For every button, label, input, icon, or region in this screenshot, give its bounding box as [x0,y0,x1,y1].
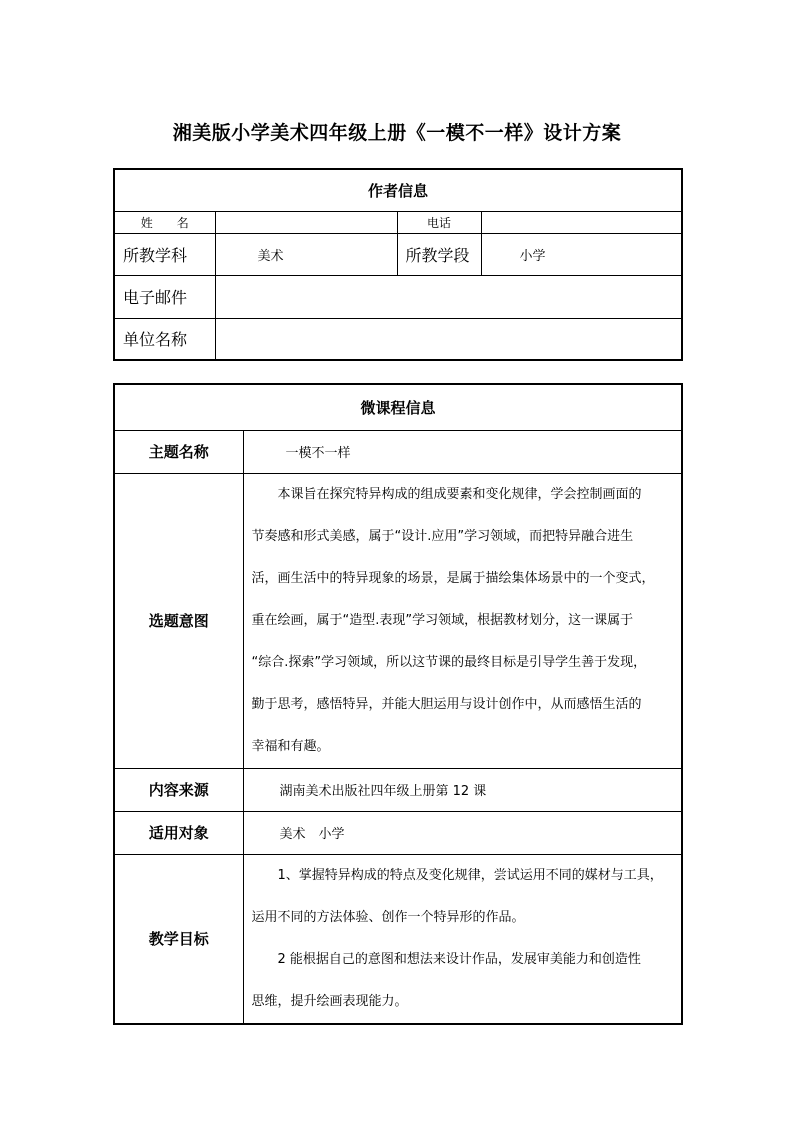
intent-label: 选题意图 [114,473,243,768]
subject-label: 所教学科 [114,233,215,275]
phone-label: 电话 [397,211,481,233]
intent-cell[interactable] [243,473,682,768]
audience-label: 适用对象 [114,811,243,854]
intent-line: “综合.探索”学习领域，所以这节课的最终目标是引导学生善于发现， [251,654,647,670]
course-info-table [113,383,683,1025]
course-info-header: 微课程信息 [114,384,682,430]
document-title: 湘美版小学美术四年级上册《一模不一样》设计方案 [172,122,622,144]
audience-value[interactable]: 美术 小学 [243,811,682,854]
goals-cell[interactable] [243,854,682,1024]
subject-value[interactable]: 美术 [215,233,397,275]
intent-line: 重在绘画，属于“造型.表现”学习领域，根据教材划分，这一课属于 [251,612,634,628]
goal-line: 2 能根据自己的意图和想法来设计作品，发展审美能力和创造性 [277,951,641,967]
name-label: 姓 名 [114,211,215,233]
intent-line: 本课旨在探究特异构成的组成要素和变化规律，学会控制画面的 [277,486,642,502]
goal-line: 运用不同的方法体验、创作一个特异形的作品。 [251,909,525,925]
goal-line: 1、掌握特异构成的特点及变化规律，尝试运用不同的媒材与工具， [277,867,663,883]
email-field[interactable] [215,275,682,318]
intent-line: 勤于思考，感悟特异，并能大胆运用与设计创作中，从而感悟生活的 [251,696,642,712]
stage-value[interactable]: 小学 [481,233,682,275]
intent-paragraph [244,474,682,768]
intent-line: 节奏感和形式美感，属于“设计.应用”学习领域，而把特异融合进生 [251,528,634,544]
intent-line: 活，画生活中的特异现象的场景，是属于描绘集体场景中的一个变式， [251,570,655,586]
topic-value[interactable]: 一模不一样 [243,430,682,473]
source-value[interactable]: 湖南美术出版社四年级上册第 12 课 [243,768,682,811]
author-info-header: 作者信息 [114,169,682,211]
topic-label: 主题名称 [114,430,243,473]
stage-label: 所教学段 [397,233,481,275]
goals-paragraph [244,855,682,1023]
email-label: 电子邮件 [114,275,215,318]
unit-field[interactable] [215,318,682,360]
source-label: 内容来源 [114,768,243,811]
goals-label: 教学目标 [114,854,243,1024]
unit-label: 单位名称 [114,318,215,360]
name-field[interactable] [215,211,397,233]
phone-field[interactable] [481,211,682,233]
intent-line: 幸福和有趣。 [251,738,330,754]
author-info-table [113,168,683,361]
goal-line: 思维，提升绘画表现能力。 [251,993,408,1009]
